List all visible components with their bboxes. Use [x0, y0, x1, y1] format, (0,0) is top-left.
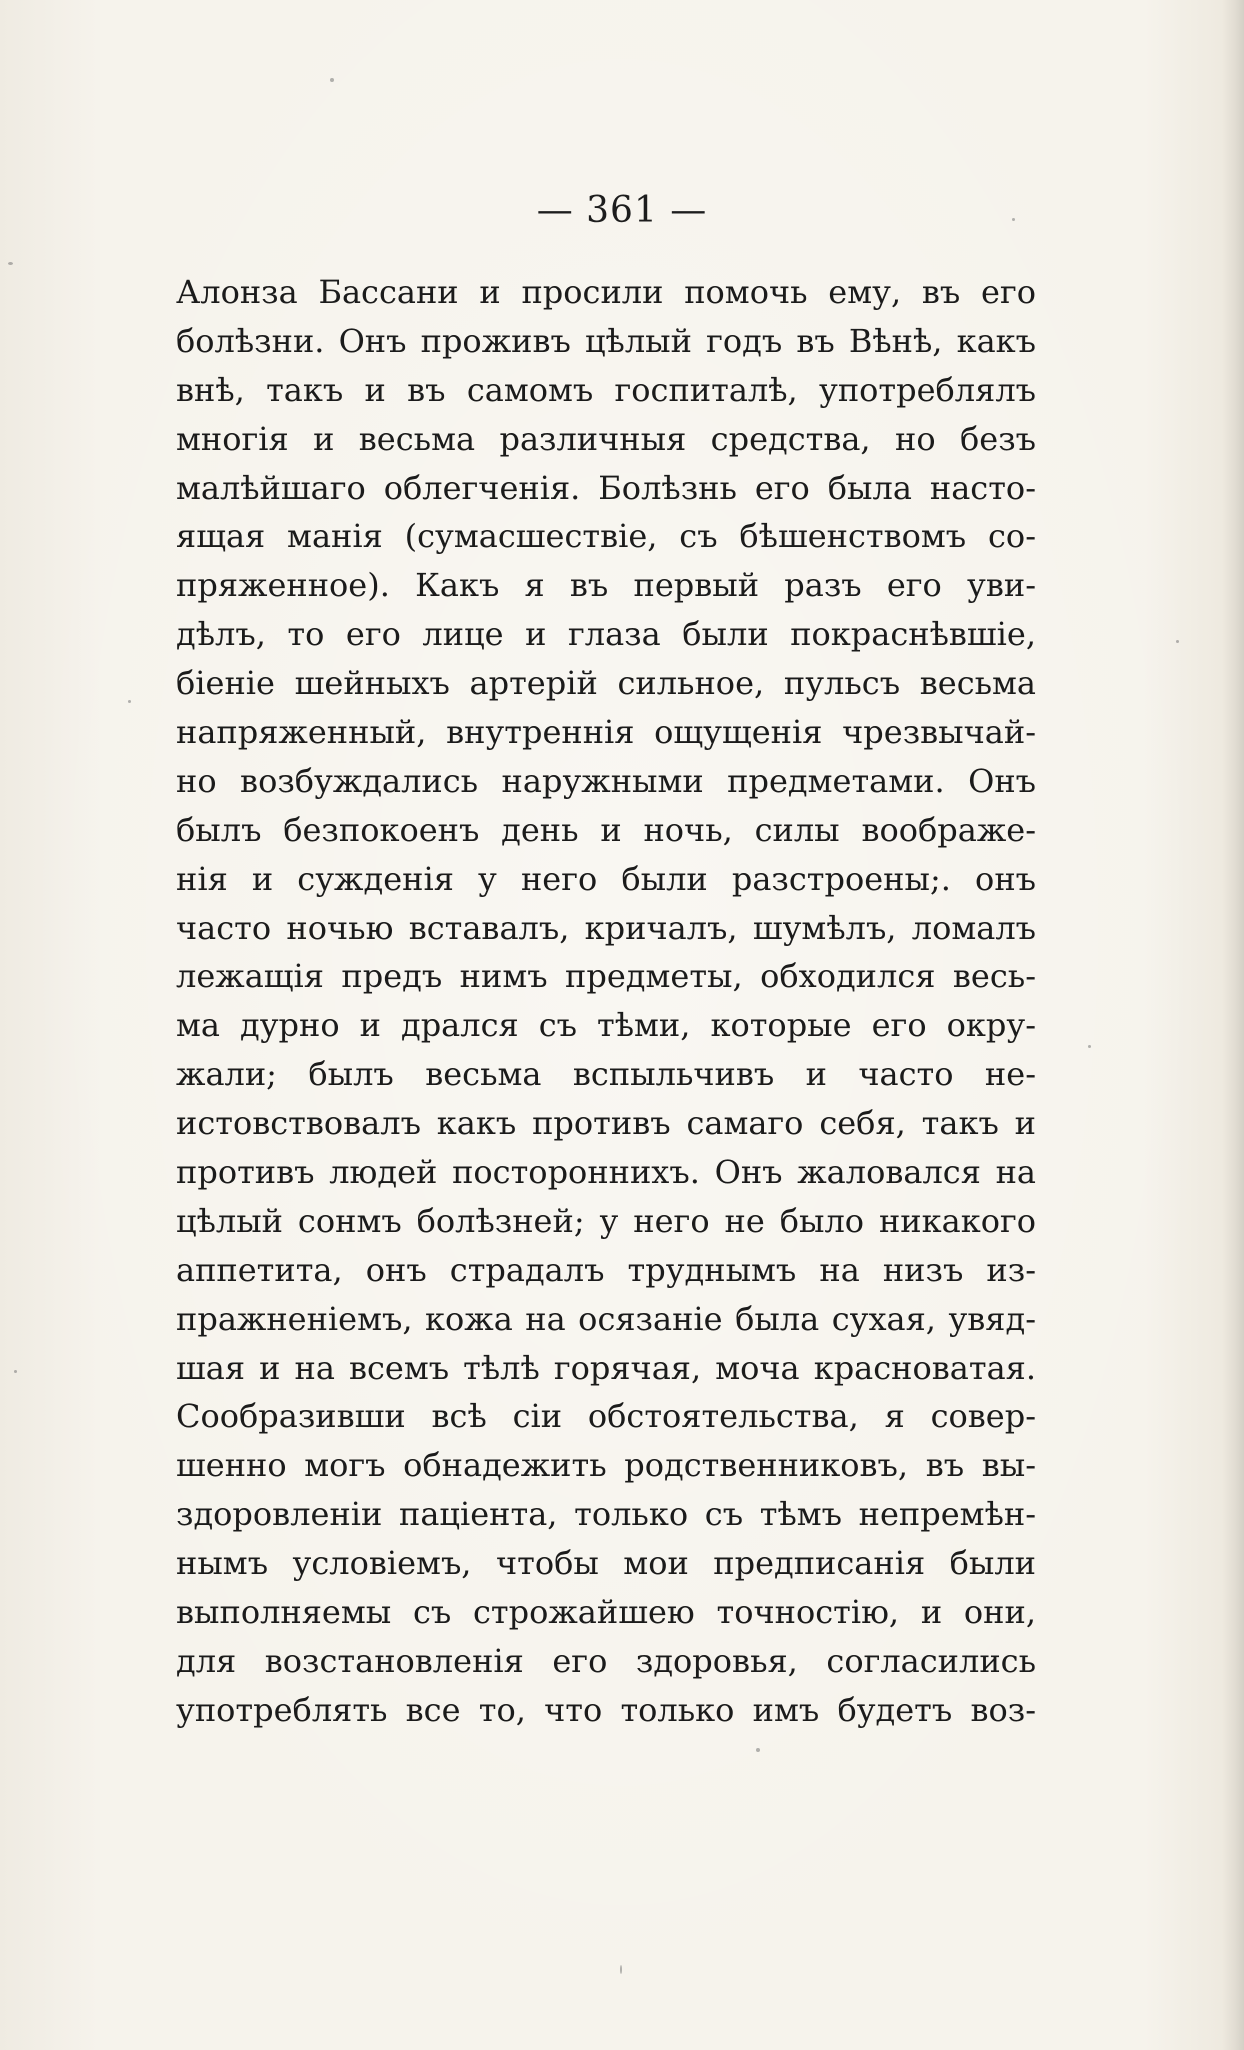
text-line: напряженный, внутреннія ощущенія чрезвычай-: [176, 713, 1036, 752]
text-line: пражненіемъ, кожа на осязаніе была сухая, увяд-: [176, 1299, 1036, 1338]
text-line: внѣ, такъ и въ самомъ госпиталѣ, употреблялъ: [176, 370, 1036, 409]
text-line: Алонза Бассани и просили помочь ему, въ его: [176, 273, 1036, 311]
text-line: болѣзни. Онъ проживъ цѣлый годъ въ Вѣнѣ, какъ: [176, 321, 1036, 360]
text-line: Сообразивши всѣ сіи обстоятельства, я совер-: [176, 1397, 1036, 1436]
paper-speck: [1088, 1045, 1091, 1048]
text-line: нія и сужденія у него были разстроены;. онъ: [176, 859, 1036, 898]
text-line: былъ безпокоенъ день и ночь, силы воображе-: [176, 810, 1036, 849]
text-line: ма дурно и дрался съ тѣми, которые его окру-: [176, 1006, 1036, 1045]
text-line: здоровленіи паціента, только съ тѣмъ непремѣн-: [176, 1495, 1036, 1534]
text-line: но возбуждались наружными предметами. Онъ: [176, 761, 1036, 800]
text-line: для возстановленія его здоровья, согласились: [176, 1641, 1036, 1680]
page-number: — 361 —: [536, 190, 708, 231]
text-line: истовствовалъ какъ противъ самаго себя, такъ и: [176, 1104, 1036, 1143]
page-edge-shadow: [1222, 0, 1244, 2050]
text-line: шая и на всемъ тѣлѣ горячая, моча красноватая.: [176, 1348, 1036, 1387]
text-line: противъ людей постороннихъ. Онъ жаловался на: [176, 1153, 1036, 1192]
paper-speck: [620, 1965, 622, 1974]
text-line: нымъ условіемъ, чтобы мои предписанія были: [176, 1544, 1036, 1583]
paper-speck: [8, 262, 13, 265]
text-line: малѣйшаго облегченія. Болѣзнь его была насто-: [176, 468, 1036, 507]
text-line: біеніе шейныхъ артерій сильное, пульсъ весьма: [176, 664, 1036, 703]
text-line: жали; былъ весьма вспыльчивъ и часто не-: [176, 1055, 1036, 1094]
body-text: [176, 268, 1036, 1735]
text-line: пряженное). Какъ я въ первый разъ его уви-: [176, 566, 1036, 605]
text-line: цѣлый сонмъ болѣзней; у него не было никакого: [176, 1201, 1036, 1240]
text-line: часто ночью вставалъ, кричалъ, шумѣлъ, ломалъ: [176, 908, 1036, 947]
text-line: ящая манія (сумасшествіе, съ бѣшенствомъ со-: [176, 517, 1036, 556]
paper-speck: [14, 1370, 17, 1373]
text-line: употреблять все то, что только имъ будетъ воз-: [176, 1690, 1036, 1729]
paper-speck: [330, 78, 334, 82]
text-line: многія и весьма различныя средства, но безъ: [176, 419, 1036, 458]
text-line: лежащія предъ нимъ предметы, обходился весь-: [176, 957, 1036, 996]
paper-speck: [128, 700, 131, 703]
paper-speck: [1176, 640, 1179, 643]
text-line: дѣлъ, то его лице и глаза были покраснѣвшіе,: [176, 615, 1036, 654]
text-line: аппетита, онъ страдалъ труднымъ на низъ из-: [176, 1250, 1036, 1289]
text-line: выполняемы съ строжайшею точностію, и они,: [176, 1593, 1036, 1632]
paper-speck: [756, 1748, 760, 1752]
text-line: шенно могъ обнадежить родственниковъ, въ вы-: [176, 1446, 1036, 1485]
